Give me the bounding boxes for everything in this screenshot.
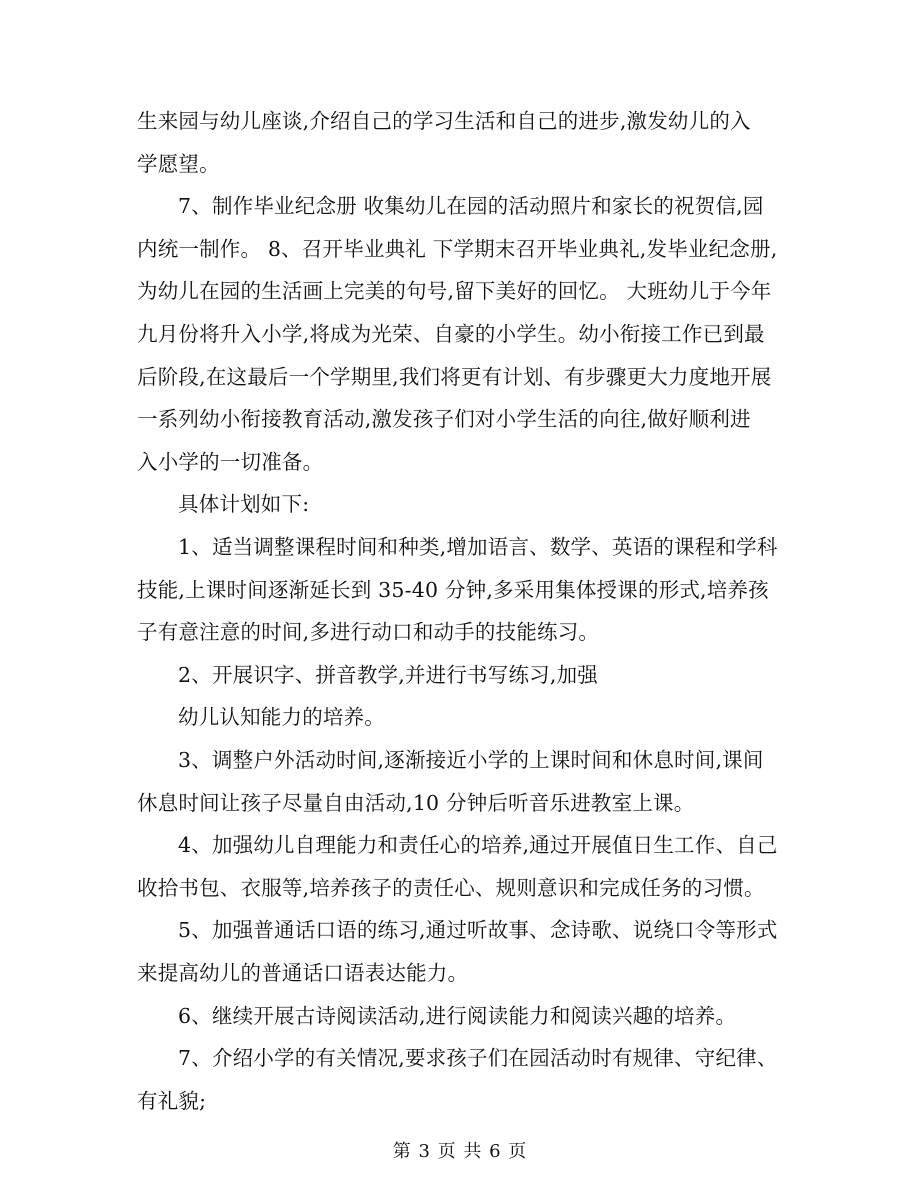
text-line-4: 内统一制作。 8、召开毕业典礼 下学期末召开毕业典礼,发毕业纪念册, [137, 236, 778, 261]
text-line-14: 2、开展识字、拼音教学,并进行书写练习,加强 [178, 662, 598, 687]
text-line-11: 1、适当调整课程时间和种类,增加语言、数学、英语的课程和学科 [178, 535, 778, 559]
text-line-3: 7、制作毕业纪念册 收集幼儿在园的活动照片和家长的祝贺信,园 [178, 194, 764, 219]
text-line-23: 7、介绍小学的有关情况,要求孩子们在园活动时有规律、守纪律、 [178, 1046, 778, 1071]
text-line-6: 九月份将升入小学,将成为光荣、自豪的小学生。幼小衔接工作已到最 [137, 322, 765, 346]
text-line-16: 3、调整户外活动时间,逐渐接近小学的上课时间和休息时间,课间 [178, 748, 764, 772]
text-line-18: 4、加强幼儿自理能力和责任心的培养,通过开展值日生工作、自己 [178, 833, 778, 858]
text-line-19: 收拾书包、衣服等,培养孩子的责任心、规则意识和完成任务的习惯。 [137, 875, 765, 900]
text-line-13: 子有意注意的时间,多进行动口和动手的技能练习。 [137, 620, 600, 645]
text-line-8: 一系列幼小衔接教育活动,激发孩子们对小学生活的向往,做好顺利进 [137, 407, 751, 432]
text-line-20: 5、加强普通话口语的练习,通过听故事、念诗歌、说绕口令等形式 [178, 918, 778, 943]
text-line-21: 来提高幼儿的普通话口语表达能力。 [137, 961, 469, 985]
text-line-2: 学愿望。 [137, 151, 220, 176]
text-line-24: 有礼貌; [137, 1088, 207, 1113]
page-footer: 第 3 页 共 6 页 [392, 1141, 528, 1163]
text-line-12: 技能,上课时间逐渐延长到 35-40 分钟,多采用集体授课的形式,培养孩 [137, 577, 769, 602]
text-line-10: 具体计划如下: [178, 492, 310, 517]
text-line-15: 幼儿认知能力的培养。 [178, 705, 385, 730]
text-line-9: 入小学的一切准备。 [137, 449, 324, 474]
text-line-17: 休息时间让孩子尽量自由活动,10 分钟后听音乐进教室上课。 [137, 790, 695, 815]
text-line-22: 6、继续开展古诗阅读活动,进行阅读能力和阅读兴趣的培养。 [178, 1003, 737, 1028]
text-line-1: 生来园与幼儿座谈,介绍自己的学习生活和自己的进步,激发幼儿的入 [137, 109, 751, 133]
text-line-5: 为幼儿在园的生活画上完美的句号,留下美好的回忆。 大班幼儿于今年 [137, 279, 772, 304]
text-line-7: 后阶段,在这最后一个学期里,我们将更有计划、有步骤更大力度地开展 [137, 364, 772, 389]
